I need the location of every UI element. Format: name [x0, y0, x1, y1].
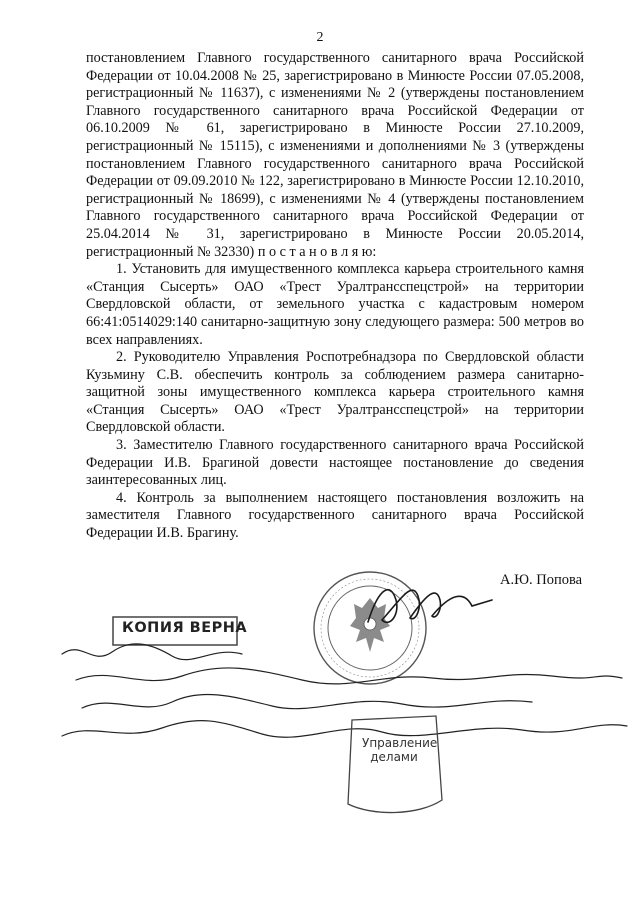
signature-icon	[360, 570, 500, 640]
department-stamp-text: Управление делами	[362, 736, 438, 764]
paragraph-intro: постановлением Главного государственного санитарного врача Российской Федерации от 10.04.2008 № 25, зарегистрировано в Минюсте России 07.05.2008, регистрационный № 11637), с изменениями № 2 (утверждены постановлением Главного государственного санитарного врача Российской Федерации от 06.10.2009 № 61, зарегистрировано в Минюсте России 27.10.2009, регистрационный № 15115), с изменениями и дополнениями № 3 (утверждены постановлением Главного государственного санитарного врача Российской Федерации от 09.09.2010 № 122, зарегистрировано в Минюсте России 12.10.2010, регистрационный № 18699), с изменениями № 4 (утверждены постановлением Главного государственного санитарного врача Российской Федерации от 25.04.2014 № 31, зарегистрировано в Минюсте России 20.05.2014, регистрационный № 32330) п о с т а н о в л я ю:	[86, 50, 584, 260]
paragraph-item-4: 4. Контроль за выполнением настоящего постановления возложить на заместителя Главного государственного санитарного врача Российской Федерации И.В. Брагину.	[86, 489, 584, 542]
department-stamp	[338, 712, 450, 818]
signer-name: А.Ю. Попова	[500, 572, 583, 588]
signature-block	[0, 568, 640, 905]
copy-stamp-label: КОПИЯ ВЕРНА	[122, 620, 248, 636]
paragraph-item-2: 2. Руководителю Управления Роспотребнадзора по Свердловской области Кузьмину С.В. обеспечить контроль за соблюдением размера санитарно-защитной зоны имущественного комплекса карьера строительного камня «Станция Сысерть» ОАО «Трест Уралтрансспецстрой» на территории Свердловской области.	[86, 349, 584, 436]
page-number: 2	[316, 30, 324, 45]
paragraph-item-1: 1. Установить для имущественного комплекса карьера строительного камня «Станция Сысерть» ОАО «Трест Уралтрансспецстрой» на территории Свердловской области, от земельного участка с кадастровым номером 66:41:0514029:140 санитарно-защитную зону следующего размера: 500 метров во всех направлениях.	[86, 261, 584, 348]
paragraph-item-3: 3. Заместителю Главного государственного санитарного врача Российской Федерации И.В. Брагиной довести настоящее постановление до сведения заинтересованных лиц.	[86, 437, 584, 489]
document-body	[86, 50, 584, 543]
